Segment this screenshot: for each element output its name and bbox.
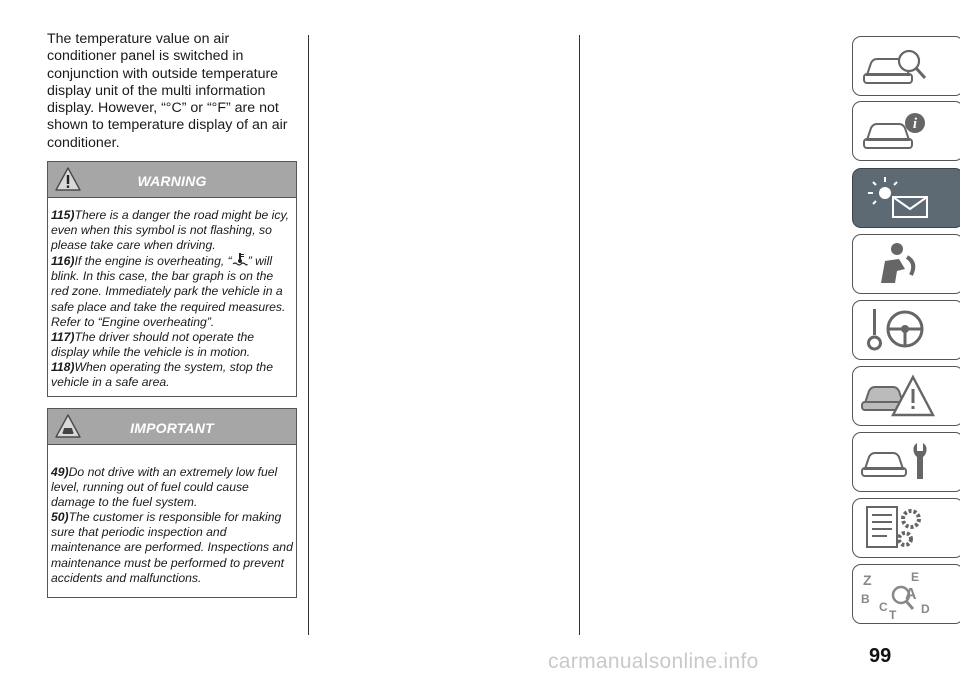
warning-item-number: 116)	[51, 254, 75, 269]
tab-car-info[interactable]	[852, 101, 960, 161]
warning-item-text: ” will blink. In this case, the bar graph is on the red zone. Immediately park the vehicle in a safe place and take the required measures. Refer to “Engine overheating”.	[51, 254, 286, 329]
checklist-gears-icon	[859, 503, 937, 553]
column-divider-right	[579, 35, 580, 635]
tab-warning-lights-messages[interactable]	[852, 168, 960, 228]
warning-item-text: If the engine is overheating, “	[74, 254, 232, 269]
warning-item-text: When operating the system, stop the vehicle in a safe area.	[51, 359, 273, 390]
warning-box	[47, 161, 297, 397]
important-item-text: The customer is responsible for making sure that periodic inspection and maintenance are performed. Inspections and maintenance must be performed to prevent accidents and malfunctions.	[51, 510, 293, 585]
important-item-50	[51, 510, 293, 585]
column-divider-left	[308, 35, 309, 635]
warning-header	[48, 162, 296, 198]
watermark-text: carmanualsonline.info	[548, 650, 759, 673]
warning-item-number: 118)	[51, 359, 75, 374]
important-item-text: Do not drive with an extremely low fuel level, running out of fuel could cause damage to the fuel system.	[51, 465, 278, 510]
tab-emergency[interactable]	[852, 366, 960, 426]
index-letter: D	[921, 602, 930, 616]
warning-item-number: 117)	[51, 329, 75, 344]
warning-item-118	[51, 360, 293, 390]
warning-item-number: 115)	[51, 208, 75, 222]
car-search-icon	[859, 41, 937, 91]
warning-item-text: The driver should not operate the display while the vehicle is in motion.	[51, 329, 255, 359]
index-letter: T	[889, 608, 897, 619]
warning-light-message-icon	[859, 173, 937, 223]
important-item-number: 50)	[51, 510, 69, 525]
tab-index[interactable]	[852, 564, 960, 624]
index-letter: A	[905, 586, 917, 603]
tab-starting-driving[interactable]	[852, 300, 960, 360]
alphabet-index-icon	[859, 569, 937, 619]
warning-title: WARNING	[137, 173, 207, 189]
warning-item-115	[51, 208, 293, 253]
important-body	[48, 445, 296, 597]
warning-body	[48, 198, 296, 396]
car-warning-triangle-icon	[859, 371, 937, 421]
tab-technical-data[interactable]	[852, 498, 960, 558]
warning-item-117	[51, 330, 293, 360]
index-letter: B	[861, 592, 870, 606]
car-info-icon	[859, 106, 937, 156]
coolant-temperature-icon	[232, 254, 248, 268]
important-item-number: 49)	[51, 465, 69, 479]
important-title: IMPORTANT	[130, 420, 214, 436]
car-wrench-icon	[859, 437, 937, 487]
index-letter: E	[911, 570, 920, 584]
important-item-49	[51, 465, 293, 510]
key-steering-wheel-icon	[859, 305, 937, 355]
svg-text:i: i	[912, 116, 918, 132]
seat-airbag-icon	[859, 239, 937, 289]
tab-car-search[interactable]	[852, 36, 960, 96]
page-number: 99	[869, 645, 892, 667]
index-letter: Z	[863, 572, 872, 588]
warning-item-116	[51, 253, 293, 329]
warning-item-text: There is a danger the road might be icy, even when this symbol is not flashing, so please take care when driving.	[51, 208, 290, 253]
tab-maintenance[interactable]	[852, 432, 960, 492]
intro-paragraph: The temperature value on air conditioner panel is switched in conjunction with outside temperature display unit of the multi information display. However, “°C” or “°F” are not shown to temperature display of an air conditioner.	[47, 31, 288, 151]
important-header	[48, 409, 296, 445]
tab-safety[interactable]	[852, 234, 960, 294]
important-box	[47, 408, 297, 598]
index-letter: C	[879, 600, 888, 614]
